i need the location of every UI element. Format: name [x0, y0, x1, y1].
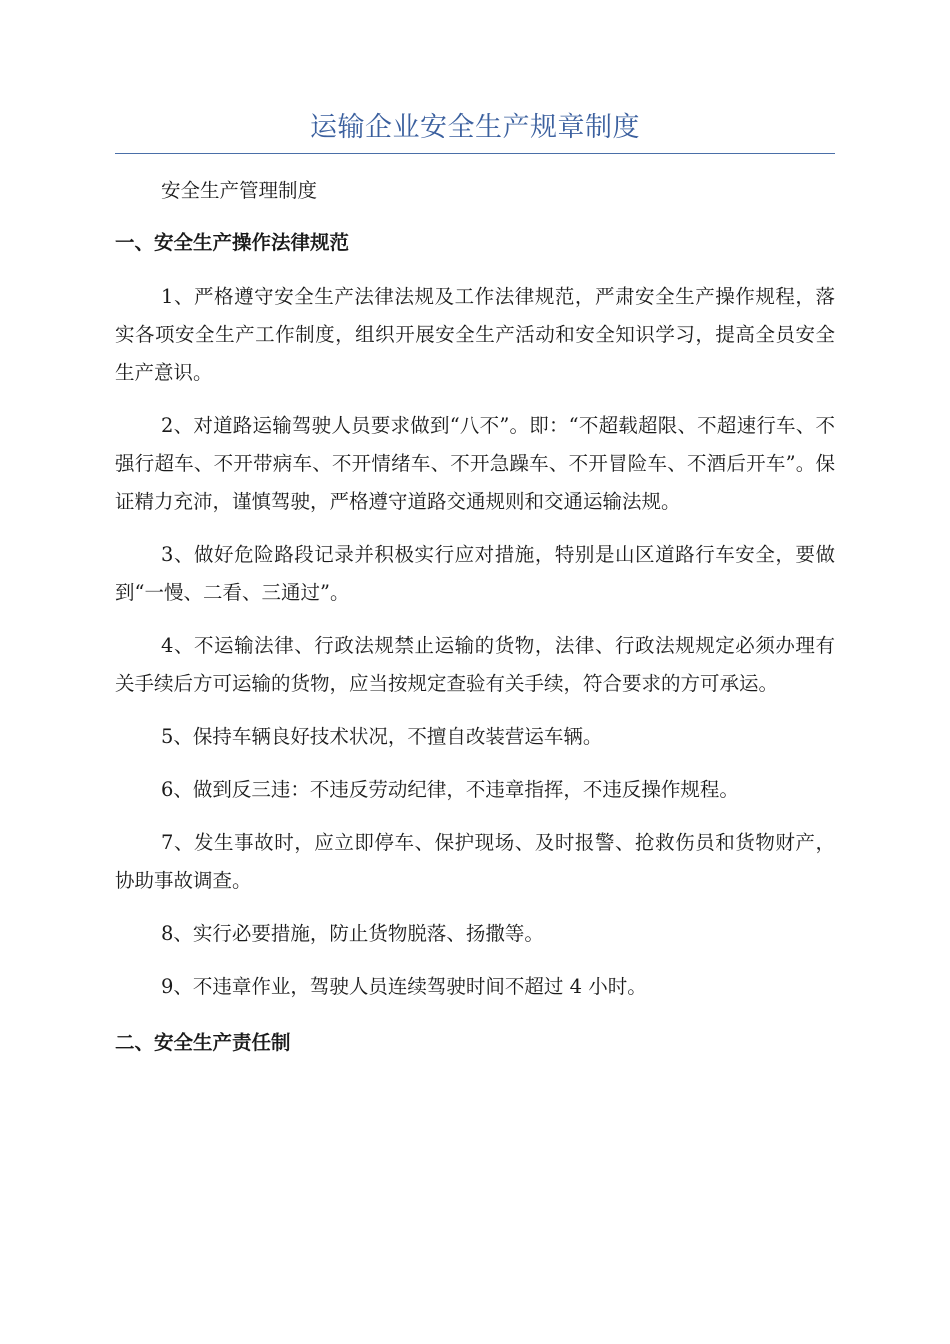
- paragraph-2: 2、对道路运输驾驶人员要求做到“八不”。即：“不超载超限、不超速行车、不强行超车、不开带病车、不开情绪车、不开急躁车、不开冒险车、不酒后开车”。保证精力充沛，谨慎驾驶，严格遵守道路交通规则和交通运输法规。: [115, 414, 835, 513]
- paragraph-4: 4、不运输法律、行政法规禁止运输的货物，法律、行政法规规定必须办理有关手续后方可运输的货物，应当按规定查验有关手续，符合要求的方可承运。: [115, 634, 835, 695]
- title-underline: [115, 153, 835, 154]
- paragraph-9: 9、不违章作业，驾驶人员连续驾驶时间不超过 4 小时。: [161, 975, 647, 998]
- paragraph-7: 7、发生事故时，应立即停车、保护现场、及时报警、抢救伤员和货物财产，协助事故调查。: [115, 831, 835, 892]
- document-title: 运输企业安全生产规章制度: [310, 112, 640, 143]
- section-heading-2: 二、安全生产责任制: [115, 1031, 291, 1054]
- section-heading-1: 一、安全生产操作法律规范: [115, 231, 350, 254]
- document-subtitle: 安全生产管理制度: [161, 179, 318, 202]
- document-page: [115, 108, 835, 1078]
- paragraph-8: 8、实行必要措施，防止货物脱落、扬撒等。: [161, 922, 544, 945]
- paragraph-1: 1、严格遵守安全生产法律法规及工作法律规范，严肃安全生产操作规程，落实各项安全生产工作制度，组织开展安全生产活动和安全知识学习，提高全员安全生产意识。: [115, 285, 835, 384]
- paragraph-5: 5、保持车辆良好技术状况，不擅自改装营运车辆。: [161, 725, 603, 748]
- paragraph-3: 3、做好危险路段记录并积极实行应对措施，特别是山区道路行车安全，要做到“一慢、二看、三通过”。: [115, 543, 835, 604]
- paragraph-6: 6、做到反三违：不违反劳动纪律，不违章指挥，不违反操作规程。: [161, 778, 739, 801]
